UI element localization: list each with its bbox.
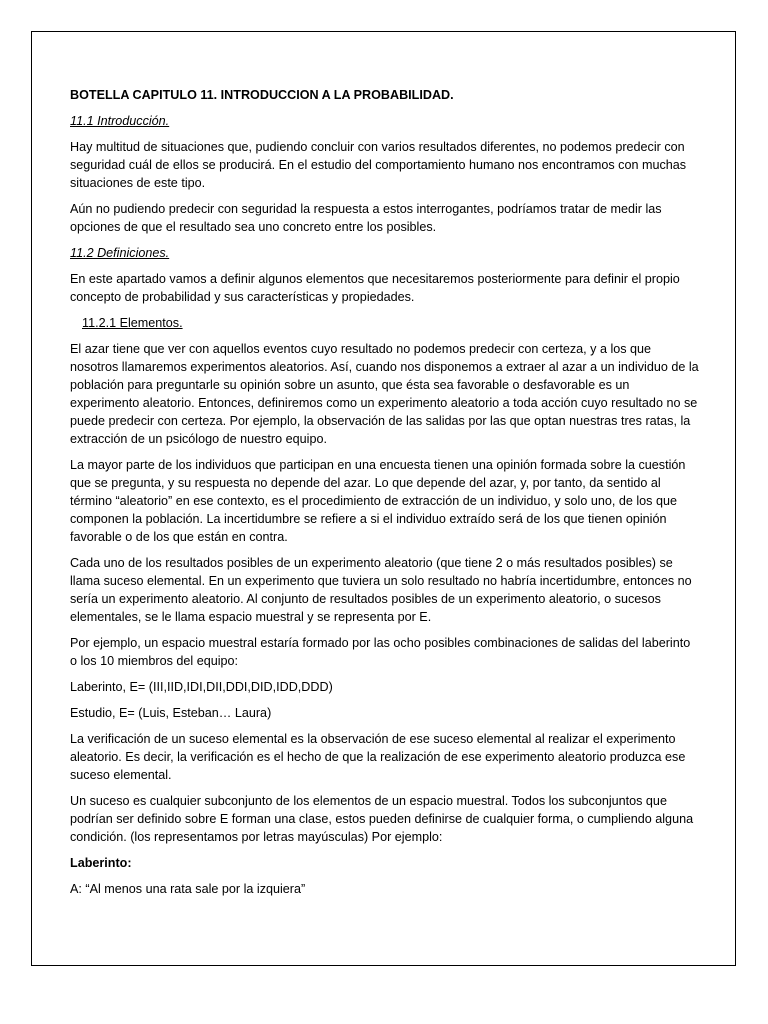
paragraph: La verificación de un suceso elemental es la observación de ese suceso elemental al realizar el experimento aleatorio. Es decir, la verificación es el hecho de que la realización de ese experimento aleatorio produzca ese suceso elemental. — [70, 732, 686, 782]
paragraph: Por ejemplo, un espacio muestral estaría formado por las ocho posibles combinaciones de salidas del laberinto o los 10 miembros del equipo: — [70, 636, 691, 668]
document-title: BOTELLA CAPITULO 11. INTRODUCCION A LA PROBABILIDAD. — [70, 88, 454, 102]
paragraph: El azar tiene que ver con aquellos eventos cuyo resultado no podemos predecir con certeza, y a los que nosotros llamaremos experimentos aleatorios. Así, cuando nos disponemos a extraer al azar a un individuo de la población para preguntarle su opinión sobre un asunto, que ésta sea favorable o desfavorable es un experimento aleatorio. Entonces, definiremos como un experimento aleatorio a toda acción cuyo resultado no se puede predecir con certeza. Por ejemplo, la observación de las salidas por las que optan nuestras tres ratas, la extracción de un psicólogo de nuestro equipo. — [70, 342, 699, 446]
label-laberinto: Laberinto: — [70, 856, 132, 870]
section-heading-introduccion — [70, 112, 700, 130]
example-a: A: “Al menos una rata sale por la izquiera” — [70, 882, 306, 896]
document-body — [70, 86, 700, 906]
paragraph: Hay multitud de situaciones que, pudiendo concluir con varios resultados diferentes, no podemos predecir con seguridad cuál de ellos se producirá. En el estudio del comportamiento humano nos encontramos con muchas situaciones de este tipo. — [70, 140, 687, 190]
section-heading-text: 11.1 Introducción. — [70, 114, 170, 128]
formula-estudio: Estudio, E= (Luis, Esteban… Laura) — [70, 706, 272, 720]
subsection-heading-elementos — [70, 314, 700, 332]
subsection-heading-text: 11.2.1 Elementos. — [82, 316, 183, 330]
paragraph: Cada uno de los resultados posibles de un experimento aleatorio (que tiene 2 o más resultados posibles) se llama suceso elemental. En un experimento que tuviera un solo resultado no habría incertidumbre, entonces no sería un experimento aleatorio. Al conjunto de resultados posibles de un experimento aleatorio, o sucesos elementales, se le llama espacio muestral y se representa por E. — [70, 556, 692, 624]
section-heading-definiciones — [70, 244, 700, 262]
paragraph: En este apartado vamos a definir algunos elementos que necesitaremos posteriormente para definir el propio concepto de probabilidad y sus características y propiedades. — [70, 272, 680, 304]
paragraph: Un suceso es cualquier subconjunto de los elementos de un espacio muestral. Todos los subconjuntos que podrían ser definido sobre E forman una clase, estos pueden definirse de cualquier forma, o cumpliendo alguna condición. (los representamos por letras mayúsculas) Por ejemplo: — [70, 794, 694, 844]
section-heading-text: 11.2 Definiciones. — [70, 246, 170, 260]
formula-laberinto: Laberinto, E= (III,IID,IDI,DII,DDI,DID,IDD,DDD) — [70, 680, 333, 694]
paragraph: La mayor parte de los individuos que participan en una encuesta tienen una opinión formada sobre la cuestión que se pregunta, y su respuesta no depende del azar. Lo que depende del azar, y, por tanto, da sentido al término “aleatorio” en ese contexto, es el procedimiento de extracción de un individuo, y solo uno, de los que componen la población. La incertidumbre se refiere a si el individuo extraído será de los que tienen opinión favorable o de los que están en contra. — [70, 458, 686, 544]
paragraph: Aún no pudiendo predecir con seguridad la respuesta a estos interrogantes, podríamos tratar de medir las opciones de que el resultado sea uno concreto entre los posibles. — [70, 202, 662, 234]
